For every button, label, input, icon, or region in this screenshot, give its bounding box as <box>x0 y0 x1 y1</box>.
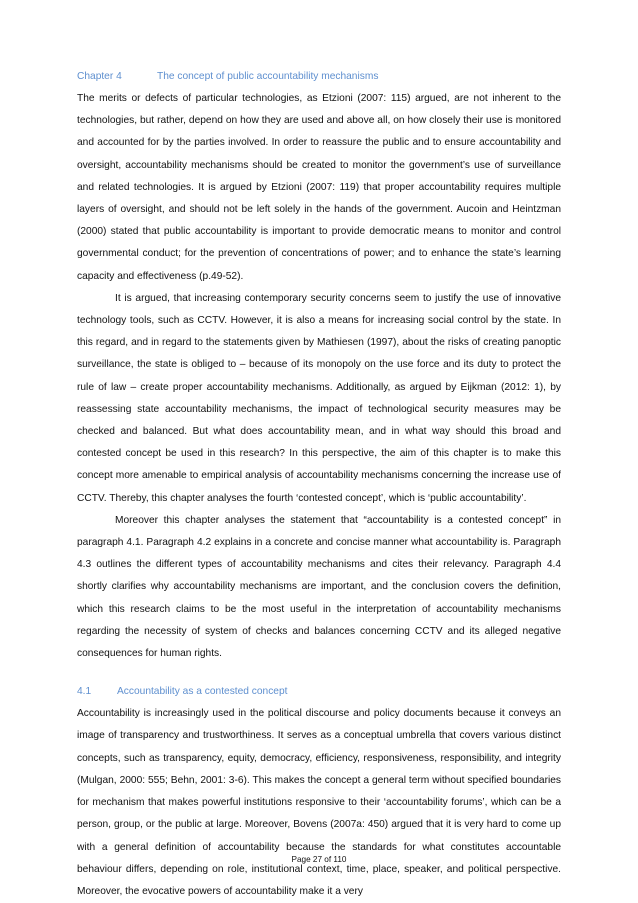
section-heading <box>77 681 561 703</box>
chapter-heading <box>77 66 561 88</box>
section-number: 4.1 <box>77 686 92 698</box>
paragraph-3: Moreover this chapter analyses the statement that “accountability is a contested concept” in paragraph 4.1. Paragraph 4.2 explains in a concrete and concise manner what accountability is. Paragraph 4.3 outlines the different types of accountability mechanisms and cites their relevancy. Paragraph 4.4 shortly clarifies why accountability mechanisms are important, and the conclusion covers the definition, which this research claims to be the most useful in the interpretation of accountability mechanisms regarding the necessity of system of checks and balances concerning CCTV and its alleged negative consequences for human rights. <box>77 514 561 660</box>
page-number: Page 27 of 110 <box>291 855 347 864</box>
paragraph-2: It is argued, that increasing contemporary security concerns seem to justify the use of innovative technology tools, such as CCTV. However, it is also a means for increasing social control by the state. In this regard, and in regard to the statements given by Mathiesen (1997), about the risks of creating panoptic surveillance, the state is obliged to – because of its monopoly on the use force and its duty to protect the rule of law – create proper accountability mechanisms. Additionally, as argued by Eijkman (2012: 1), by reassessing state accountability mechanisms, the impact of technological security measures may be checked and balanced. But what does accountability mean, and in what way should this broad and contested concept be used in this research? In this perspective, the aim of this chapter is to make this concept more amenable to empirical analysis of accountability mechanisms concerning the increase use of CCTV. Thereby, this chapter analyses the fourth ‘contested concept’, which is ‘public accountability’. <box>77 292 561 504</box>
section-paragraph: Accountability is increasingly used in the political discourse and policy documents because it conveys an image of transparency and trustworthiness. It serves as a conceptual umbrella that covers various distinct concepts, such as transparency, equity, democracy, efficiency, responsiveness, responsibility, and integrity (Mulgan, 2000: 555; Behn, 2001: 3-6). This makes the concept a general term without specified boundaries for mechanism that makes powerful institutions responsive to their ‘accountability forums’, which can be a person, group, or the public at large. Moreover, Bovens (2007a: 450) argued that it is very hard to come up with a general definition of accountability because the standards for what constitutes accountable behaviour differs, depending on role, institutional context, time, place, speaker, and political perspective. Moreover, the evocative powers of accountability make it a very <box>77 708 561 897</box>
chapter-title: The concept of public accountability mechanisms <box>157 71 379 82</box>
section-title: Accountability as a contested concept <box>117 686 288 698</box>
page-content <box>77 66 561 903</box>
chapter-number: Chapter 4 <box>77 71 122 82</box>
paragraph-1: The merits or defects of particular technologies, as Etzioni (2007: 115) argued, are not inherent to the technologies, but rather, depend on how they are used and above all, on how closely their use is monitored and accounted for by the parties involved. In order to reassure the public and to ensure accountability and oversight, accountability mechanisms should be created to monitor the government’s use of surveillance and related technologies. It is argued by Etzioni (2007: 119) that proper accountability requires multiple layers of oversight, and should not be left solely in the hands of the government. Aucoin and Heintzman (2000) stated that public accountability is important to provide democratic means to monitor and control governmental conduct; for the prevention of concentrations of power; and to enhance the state’s learning capacity and effectiveness (p.49-52). <box>77 93 561 282</box>
